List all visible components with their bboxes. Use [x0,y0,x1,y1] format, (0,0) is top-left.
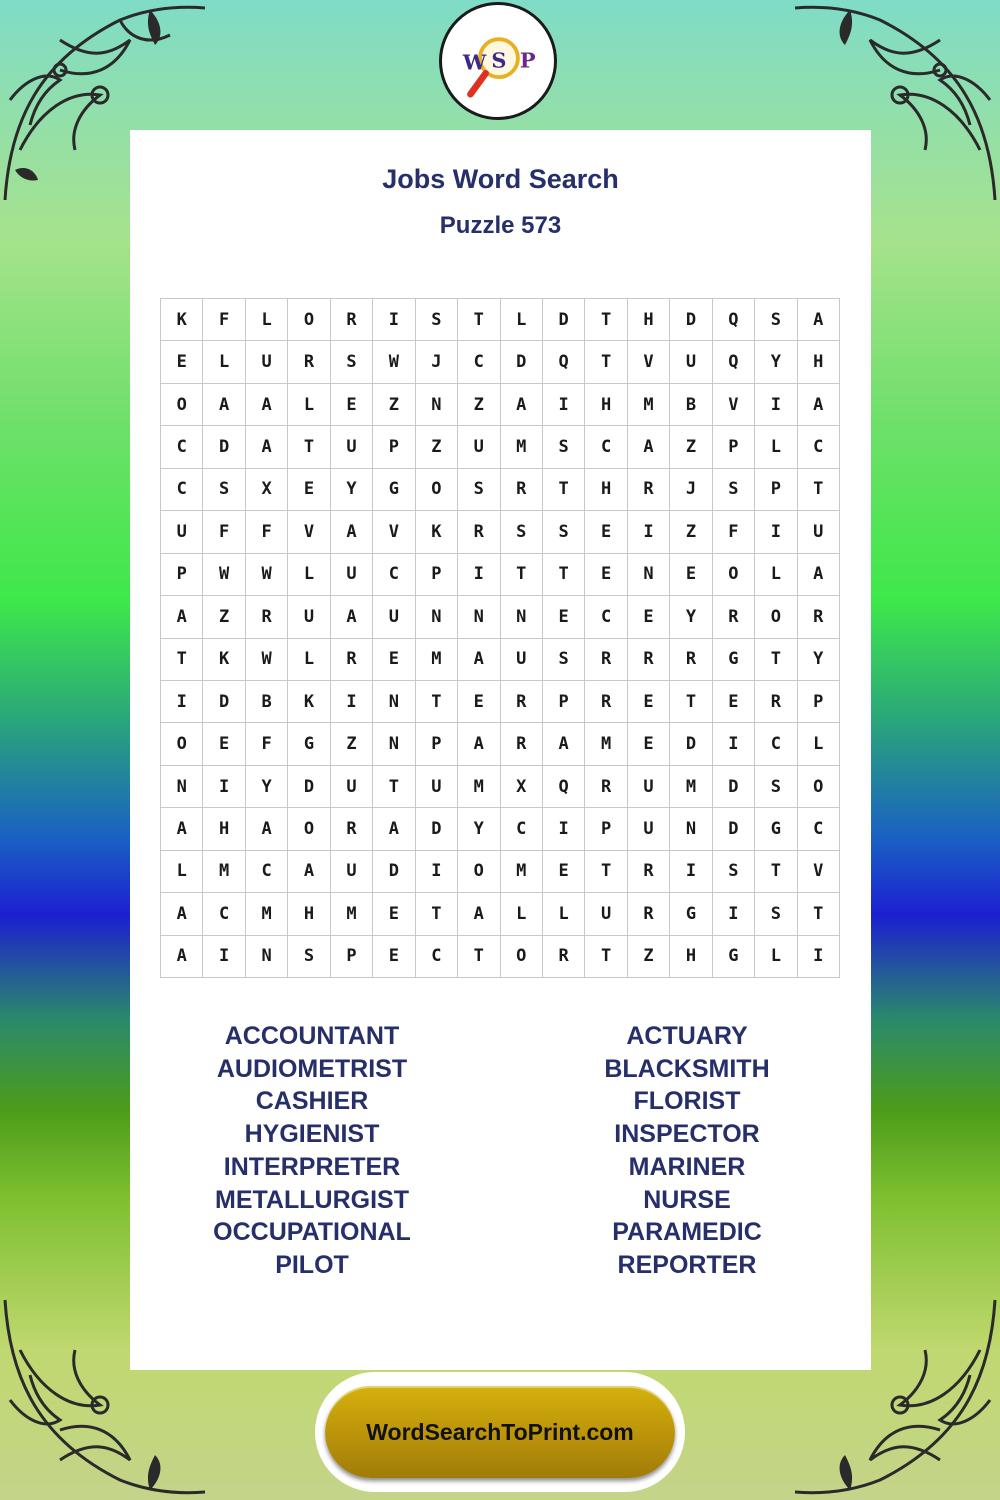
grid-cell[interactable]: D [203,681,245,723]
grid-cell[interactable]: S [713,851,755,893]
grid-cell[interactable]: R [585,681,627,723]
grid-cell[interactable]: F [203,299,245,341]
grid-cell[interactable]: Y [331,469,373,511]
grid-cell[interactable]: E [628,723,670,765]
grid-cell[interactable]: V [713,384,755,426]
grid-cell[interactable]: J [416,341,458,383]
grid-cell[interactable]: E [585,511,627,553]
logo-letter-s: S [491,47,507,73]
grid-cell[interactable]: T [288,426,330,468]
grid-cell[interactable]: Y [670,596,712,638]
grid-cell[interactable]: S [543,426,585,468]
grid-cell[interactable]: C [458,341,500,383]
grid-cell[interactable]: A [458,639,500,681]
grid-cell[interactable]: W [246,554,288,596]
grid-cell[interactable]: S [331,341,373,383]
grid-cell[interactable]: L [501,299,543,341]
grid-cell[interactable]: T [543,554,585,596]
grid-cell[interactable]: E [585,554,627,596]
grid-cell[interactable]: D [373,851,415,893]
grid-cell[interactable]: G [288,723,330,765]
grid-cell[interactable]: P [755,469,797,511]
grid-cell[interactable]: H [798,341,840,383]
grid-cell[interactable]: K [203,639,245,681]
grid-cell[interactable]: N [161,766,203,808]
grid-cell[interactable]: Y [755,341,797,383]
grid-cell[interactable]: W [373,341,415,383]
grid-cell[interactable]: I [628,511,670,553]
grid-cell[interactable]: E [373,639,415,681]
grid-cell[interactable]: A [331,596,373,638]
grid-cell[interactable]: H [288,893,330,935]
grid-cell[interactable]: D [203,426,245,468]
grid-cell[interactable]: T [755,851,797,893]
grid-cell[interactable]: M [585,723,627,765]
grid-cell[interactable]: T [798,469,840,511]
grid-cell[interactable]: P [373,426,415,468]
grid-cell[interactable]: T [543,469,585,511]
grid-cell[interactable]: S [203,469,245,511]
grid-cell[interactable]: C [246,851,288,893]
grid-cell[interactable]: A [798,554,840,596]
grid-cell[interactable]: C [161,426,203,468]
grid-cell[interactable]: A [161,936,203,978]
grid-cell[interactable]: U [501,639,543,681]
grid-cell[interactable]: T [416,893,458,935]
grid-cell[interactable]: G [713,639,755,681]
grid-cell[interactable]: P [416,723,458,765]
grid-cell[interactable]: S [288,936,330,978]
grid-cell[interactable]: U [331,554,373,596]
grid-cell[interactable]: A [798,384,840,426]
word-item: INSPECTOR [614,1120,760,1149]
grid-cell[interactable]: R [628,893,670,935]
grid-cell[interactable]: R [628,851,670,893]
grid-cell[interactable]: R [501,469,543,511]
word-item: FLORIST [633,1087,741,1116]
grid-cell[interactable]: U [331,426,373,468]
grid-cell[interactable]: S [755,766,797,808]
grid-cell[interactable]: E [161,341,203,383]
grid-cell[interactable]: P [543,681,585,723]
grid-cell[interactable]: O [161,384,203,426]
grid-cell[interactable]: R [288,341,330,383]
grid-cell[interactable]: Q [543,341,585,383]
grid-cell[interactable]: I [755,384,797,426]
grid-cell[interactable]: I [203,936,245,978]
letter-grid[interactable] [160,298,840,978]
grid-cell[interactable]: A [288,851,330,893]
grid-cell[interactable]: I [331,681,373,723]
grid-cell[interactable]: L [161,851,203,893]
grid-cell[interactable]: N [373,681,415,723]
grid-cell[interactable]: E [670,554,712,596]
grid-cell[interactable]: H [585,469,627,511]
grid-cell[interactable]: R [628,639,670,681]
word-item: HYGIENIST [244,1120,380,1149]
word-item: BLACKSMITH [604,1054,770,1083]
puzzle-number: Puzzle 573 [439,212,562,239]
grid-cell[interactable]: P [713,426,755,468]
grid-cell[interactable]: T [458,936,500,978]
grid-cell[interactable]: D [713,766,755,808]
grid-cell[interactable]: L [798,723,840,765]
grid-cell[interactable]: C [798,426,840,468]
grid-cell[interactable]: S [543,511,585,553]
grid-cell[interactable]: U [373,596,415,638]
grid-cell[interactable]: R [670,639,712,681]
grid-cell[interactable]: L [755,936,797,978]
grid-cell[interactable]: U [331,766,373,808]
grid-cell[interactable]: Z [416,426,458,468]
grid-cell[interactable]: X [501,766,543,808]
grid-cell[interactable]: I [713,893,755,935]
grid-cell[interactable]: D [543,299,585,341]
grid-cell[interactable]: C [798,808,840,850]
grid-cell[interactable]: O [161,723,203,765]
grid-cell[interactable]: G [713,936,755,978]
grid-cell[interactable]: T [501,554,543,596]
grid-cell[interactable]: U [798,511,840,553]
grid-cell[interactable]: T [416,681,458,723]
grid-cell[interactable]: N [246,936,288,978]
grid-cell[interactable]: N [501,596,543,638]
grid-cell[interactable]: E [543,596,585,638]
grid-cell[interactable]: E [373,893,415,935]
word-item: ACTUARY [626,1022,748,1050]
grid-cell[interactable]: A [246,384,288,426]
grid-cell[interactable]: A [373,808,415,850]
grid-cell[interactable]: E [713,681,755,723]
grid-cell[interactable]: P [161,554,203,596]
grid-cell[interactable]: E [628,596,670,638]
grid-cell[interactable]: T [585,341,627,383]
grid-cell[interactable]: Q [713,341,755,383]
grid-cell[interactable]: T [798,893,840,935]
grid-cell[interactable]: V [288,511,330,553]
grid-cell[interactable]: A [161,893,203,935]
grid-cell[interactable]: A [161,596,203,638]
grid-cell[interactable]: A [798,299,840,341]
word-item: INTERPRETER [223,1152,401,1181]
word-list-left [127,1020,497,1282]
word-item: REPORTER [617,1250,757,1279]
grid-cell[interactable]: T [161,639,203,681]
grid-cell[interactable]: A [458,893,500,935]
grid-cell[interactable]: G [373,469,415,511]
word-item: PILOT [275,1250,349,1279]
grid-cell[interactable]: E [458,681,500,723]
word-item: CASHIER [255,1087,369,1116]
grid-cell[interactable]: F [246,723,288,765]
grid-cell[interactable]: L [203,341,245,383]
grid-cell[interactable]: N [416,596,458,638]
word-item: NURSE [643,1185,731,1214]
grid-cell[interactable]: R [798,596,840,638]
grid-cell[interactable]: N [628,554,670,596]
grid-cell[interactable]: O [501,936,543,978]
grid-cell[interactable]: O [288,808,330,850]
grid-cell[interactable]: S [416,299,458,341]
grid-cell[interactable]: U [628,766,670,808]
grid-cell[interactable]: L [288,384,330,426]
grid-cell[interactable]: M [458,766,500,808]
grid-cell[interactable]: V [798,851,840,893]
grid-cell[interactable]: M [501,426,543,468]
grid-cell[interactable]: K [288,681,330,723]
grid-cell[interactable]: T [373,766,415,808]
wsp-logo[interactable] [439,2,557,120]
grid-cell[interactable]: B [670,384,712,426]
grid-cell[interactable]: T [755,639,797,681]
grid-cell[interactable]: G [755,808,797,850]
grid-cell[interactable]: F [713,511,755,553]
grid-cell[interactable]: A [501,384,543,426]
grid-cell[interactable]: I [543,384,585,426]
word-item: ACCOUNTANT [224,1022,400,1050]
grid-cell[interactable]: S [458,469,500,511]
word-item: MARINER [628,1152,746,1181]
grid-cell[interactable]: D [501,341,543,383]
grid-cell[interactable]: Z [670,426,712,468]
grid-cell[interactable]: R [585,766,627,808]
puzzle-sheet [130,130,871,1370]
grid-cell[interactable]: R [755,681,797,723]
grid-cell[interactable]: U [628,808,670,850]
grid-cell[interactable]: C [755,723,797,765]
grid-cell[interactable]: B [246,681,288,723]
word-list-right [502,1020,872,1282]
grid-cell[interactable]: O [288,299,330,341]
grid-cell[interactable]: T [585,936,627,978]
grid-cell[interactable]: U [246,341,288,383]
grid-cell[interactable]: A [246,426,288,468]
grid-cell[interactable]: O [416,469,458,511]
grid-cell[interactable]: A [203,384,245,426]
grid-cell[interactable]: D [288,766,330,808]
grid-cell[interactable]: H [670,936,712,978]
grid-cell[interactable]: C [585,426,627,468]
grid-cell[interactable]: Z [373,384,415,426]
grid-cell[interactable]: W [246,639,288,681]
grid-cell[interactable]: I [755,511,797,553]
grid-cell[interactable]: A [628,426,670,468]
grid-cell[interactable]: M [501,851,543,893]
grid-cell[interactable]: Y [458,808,500,850]
site-link-button[interactable] [325,1386,675,1478]
grid-cell[interactable]: R [331,808,373,850]
grid-cell[interactable]: I [543,808,585,850]
grid-cell[interactable]: A [543,723,585,765]
grid-cell[interactable]: L [288,554,330,596]
grid-cell[interactable]: I [458,554,500,596]
grid-cell[interactable]: E [543,851,585,893]
grid-cell[interactable]: N [458,596,500,638]
grid-cell[interactable]: I [798,936,840,978]
grid-cell[interactable]: I [373,299,415,341]
grid-cell[interactable]: M [203,851,245,893]
grid-cell[interactable]: R [458,511,500,553]
grid-cell[interactable]: R [501,681,543,723]
grid-cell[interactable]: M [416,639,458,681]
site-link-label: WordSearchToPrint.com [366,1418,634,1445]
grid-cell[interactable]: U [416,766,458,808]
grid-cell[interactable]: J [670,469,712,511]
grid-cell[interactable]: X [246,469,288,511]
grid-cell[interactable]: P [798,681,840,723]
grid-cell[interactable]: A [458,723,500,765]
grid-cell[interactable]: W [203,554,245,596]
word-item: PARAMEDIC [612,1218,762,1247]
logo-letter-w: W [462,49,487,75]
grid-cell[interactable]: L [288,639,330,681]
grid-cell[interactable]: Z [670,511,712,553]
grid-cell[interactable]: C [161,469,203,511]
grid-cell[interactable]: C [585,596,627,638]
grid-cell[interactable]: N [373,723,415,765]
word-item: AUDIOMETRIST [216,1054,408,1083]
grid-cell[interactable]: R [501,723,543,765]
grid-cell[interactable]: K [161,299,203,341]
grid-cell[interactable]: N [670,808,712,850]
grid-cell[interactable]: T [670,681,712,723]
grid-cell[interactable]: M [628,384,670,426]
grid-cell[interactable]: T [458,299,500,341]
grid-cell[interactable]: E [203,723,245,765]
grid-cell[interactable]: A [246,808,288,850]
grid-cell[interactable]: P [585,808,627,850]
grid-cell[interactable]: A [161,808,203,850]
grid-cell[interactable]: L [501,893,543,935]
grid-cell[interactable]: E [288,469,330,511]
grid-cell[interactable]: Z [628,936,670,978]
grid-cell[interactable]: P [416,554,458,596]
grid-cell[interactable]: O [458,851,500,893]
grid-cell[interactable]: Q [713,299,755,341]
grid-cell[interactable]: O [755,596,797,638]
grid-cell[interactable]: H [585,384,627,426]
grid-cell[interactable]: H [628,299,670,341]
grid-cell[interactable]: C [203,893,245,935]
grid-cell[interactable]: Y [246,766,288,808]
grid-cell[interactable]: L [246,299,288,341]
grid-cell[interactable]: M [670,766,712,808]
grid-cell[interactable]: E [373,936,415,978]
word-item: OCCUPATIONAL [213,1218,411,1247]
grid-cell[interactable]: S [501,511,543,553]
grid-cell[interactable]: L [755,554,797,596]
grid-cell[interactable]: M [246,893,288,935]
grid-cell[interactable]: I [161,681,203,723]
grid-cell[interactable]: F [203,511,245,553]
grid-cell[interactable]: U [458,426,500,468]
grid-cell[interactable]: D [713,808,755,850]
grid-cell[interactable]: D [670,299,712,341]
grid-cell[interactable]: R [713,596,755,638]
grid-cell[interactable]: I [203,766,245,808]
grid-cell[interactable]: E [628,681,670,723]
grid-cell[interactable]: R [331,299,373,341]
grid-cell[interactable]: S [543,639,585,681]
page-title: Jobs Word Search [382,164,619,194]
grid-cell[interactable]: M [331,893,373,935]
grid-cell[interactable]: D [670,723,712,765]
grid-cell[interactable]: L [543,893,585,935]
grid-cell[interactable]: U [288,596,330,638]
grid-cell[interactable]: A [331,511,373,553]
grid-cell[interactable]: U [331,851,373,893]
grid-cell[interactable]: I [670,851,712,893]
grid-cell[interactable]: O [798,766,840,808]
grid-cell[interactable]: F [246,511,288,553]
grid-cell[interactable]: S [755,299,797,341]
grid-cell[interactable]: G [670,893,712,935]
grid-cell[interactable]: R [543,936,585,978]
grid-cell[interactable]: Q [543,766,585,808]
grid-cell[interactable]: E [331,384,373,426]
word-item: METALLURGIST [215,1185,409,1214]
grid-cell[interactable]: T [585,851,627,893]
grid-cell[interactable]: T [585,299,627,341]
grid-cell[interactable]: S [713,469,755,511]
grid-cell[interactable]: C [501,808,543,850]
grid-cell[interactable]: U [670,341,712,383]
grid-cell[interactable]: C [373,554,415,596]
grid-cell[interactable]: C [416,936,458,978]
grid-cell[interactable]: D [416,808,458,850]
grid-cell[interactable]: R [628,469,670,511]
grid-cell[interactable]: S [755,893,797,935]
grid-cell[interactable]: R [331,639,373,681]
grid-cell[interactable]: V [628,341,670,383]
grid-cell[interactable]: Z [331,723,373,765]
grid-cell[interactable]: H [203,808,245,850]
grid-cell[interactable]: O [713,554,755,596]
grid-cell[interactable]: K [416,511,458,553]
grid-cell[interactable]: I [416,851,458,893]
grid-cell[interactable]: I [713,723,755,765]
grid-cell[interactable]: Y [798,639,840,681]
grid-cell[interactable]: U [161,511,203,553]
magnifier-logo-icon [442,5,554,117]
grid-cell[interactable]: Z [203,596,245,638]
grid-cell[interactable]: V [373,511,415,553]
grid-cell[interactable]: Z [458,384,500,426]
logo-letter-p: P [519,47,536,73]
grid-cell[interactable]: P [331,936,373,978]
grid-cell[interactable]: R [585,639,627,681]
grid-cell[interactable]: U [585,893,627,935]
grid-cell[interactable]: N [416,384,458,426]
grid-cell[interactable]: R [246,596,288,638]
grid-cell[interactable]: L [755,426,797,468]
